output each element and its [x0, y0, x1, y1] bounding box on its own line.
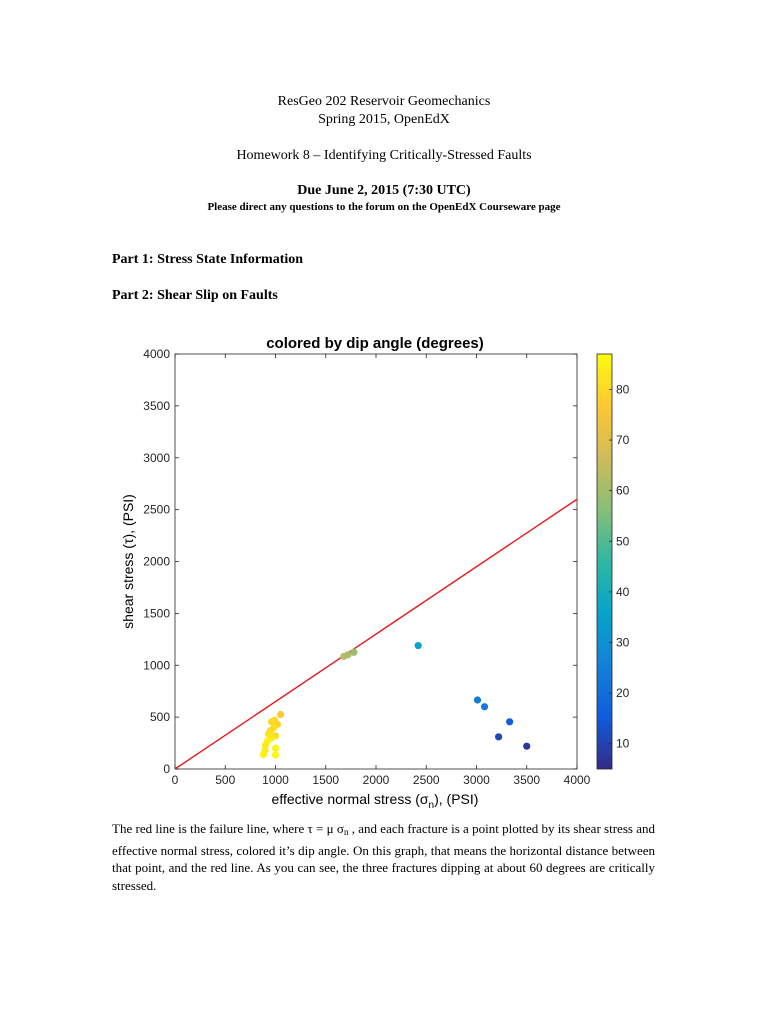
y-tick-label: 3500	[143, 398, 170, 413]
x-tick-label: 3500	[513, 773, 541, 787]
part1-heading: Part 1: Stress State Information	[112, 252, 304, 267]
x-axis-label: effective normal stress $(\sigma_n)$, (PSI)	[271, 791, 479, 811]
y-tick-label: 0	[163, 762, 170, 776]
fracture-point	[277, 711, 284, 718]
fracture-point	[506, 718, 513, 725]
due-date: Due June 2, 2015 (7:30 UTC)	[297, 183, 471, 198]
colorbar-tick-label: 10	[616, 736, 630, 751]
fracture-point	[272, 751, 279, 758]
colorbar-tick-label: 50	[616, 534, 630, 549]
x-tick-label: 0	[171, 773, 179, 787]
x-tick-label: 1000	[262, 773, 289, 787]
colorbar-tick-label: 30	[616, 635, 630, 650]
y-tick-label: 2000	[143, 554, 170, 569]
fracture-point	[495, 733, 502, 740]
term-line: Spring 2015, OpenEdX	[318, 112, 450, 127]
part2-heading: Part 2: Shear Slip on Faults	[112, 288, 278, 303]
fracture-point	[272, 745, 279, 752]
y-tick-label: 500	[149, 710, 170, 725]
y-tick-label: 1000	[143, 658, 170, 673]
fracture-point	[415, 642, 422, 649]
forum-note: Please direct any questions to the forum on the OpenEdX Courseware page	[207, 201, 561, 213]
plot-frame	[175, 354, 577, 769]
x-tick-label: 2000	[362, 773, 390, 787]
course-title: ResGeo 202 Reservoir Geomechanics	[277, 94, 491, 109]
fracture-point	[350, 649, 357, 656]
dip-angle-scatter-chart	[100, 325, 660, 815]
assignment-title: Homework 8 – Identifying Critically-Stressed Faults	[236, 148, 532, 163]
colorbar-tick-label: 80	[616, 382, 630, 397]
x-tick-label: 500	[215, 773, 236, 787]
x-tick-label: 1500	[312, 773, 340, 787]
colorbar-gradient	[597, 354, 612, 769]
fracture-point	[474, 696, 481, 703]
y-tick-label: 4000	[143, 347, 170, 361]
chart-title: colored by dip angle (degrees)	[266, 335, 484, 352]
colorbar-tick-label: 60	[616, 483, 630, 498]
failure-line	[175, 499, 577, 769]
y-tick-label: 2500	[143, 502, 170, 517]
y-tick-label: 3000	[143, 450, 170, 465]
x-tick-label: 2500	[412, 773, 440, 787]
y-tick-label: 1500	[143, 606, 170, 621]
colorbar-tick-label: 70	[616, 433, 630, 448]
colorbar-tick-label: 40	[616, 584, 630, 599]
y-axis-label: shear stress (τ), (PSI)	[120, 494, 136, 629]
fracture-point	[481, 703, 488, 710]
explanation-paragraph: The red line is the failure line, where τ = μ $\sigma_n$ , and each fracture is a point plotted by its shear stress and effective normal stress, colored it’s dip angle. On this graph, that means the horizontal distance between that point, and the red line. As you can see, the three fractures dipping at about 60 degrees are critically stressed.	[112, 821, 655, 893]
x-tick-label: 4000	[563, 773, 591, 787]
colorbar-tick-label: 20	[616, 686, 630, 701]
fracture-point	[523, 743, 530, 750]
fracture-point	[260, 751, 267, 758]
x-tick-label: 3000	[463, 773, 490, 787]
